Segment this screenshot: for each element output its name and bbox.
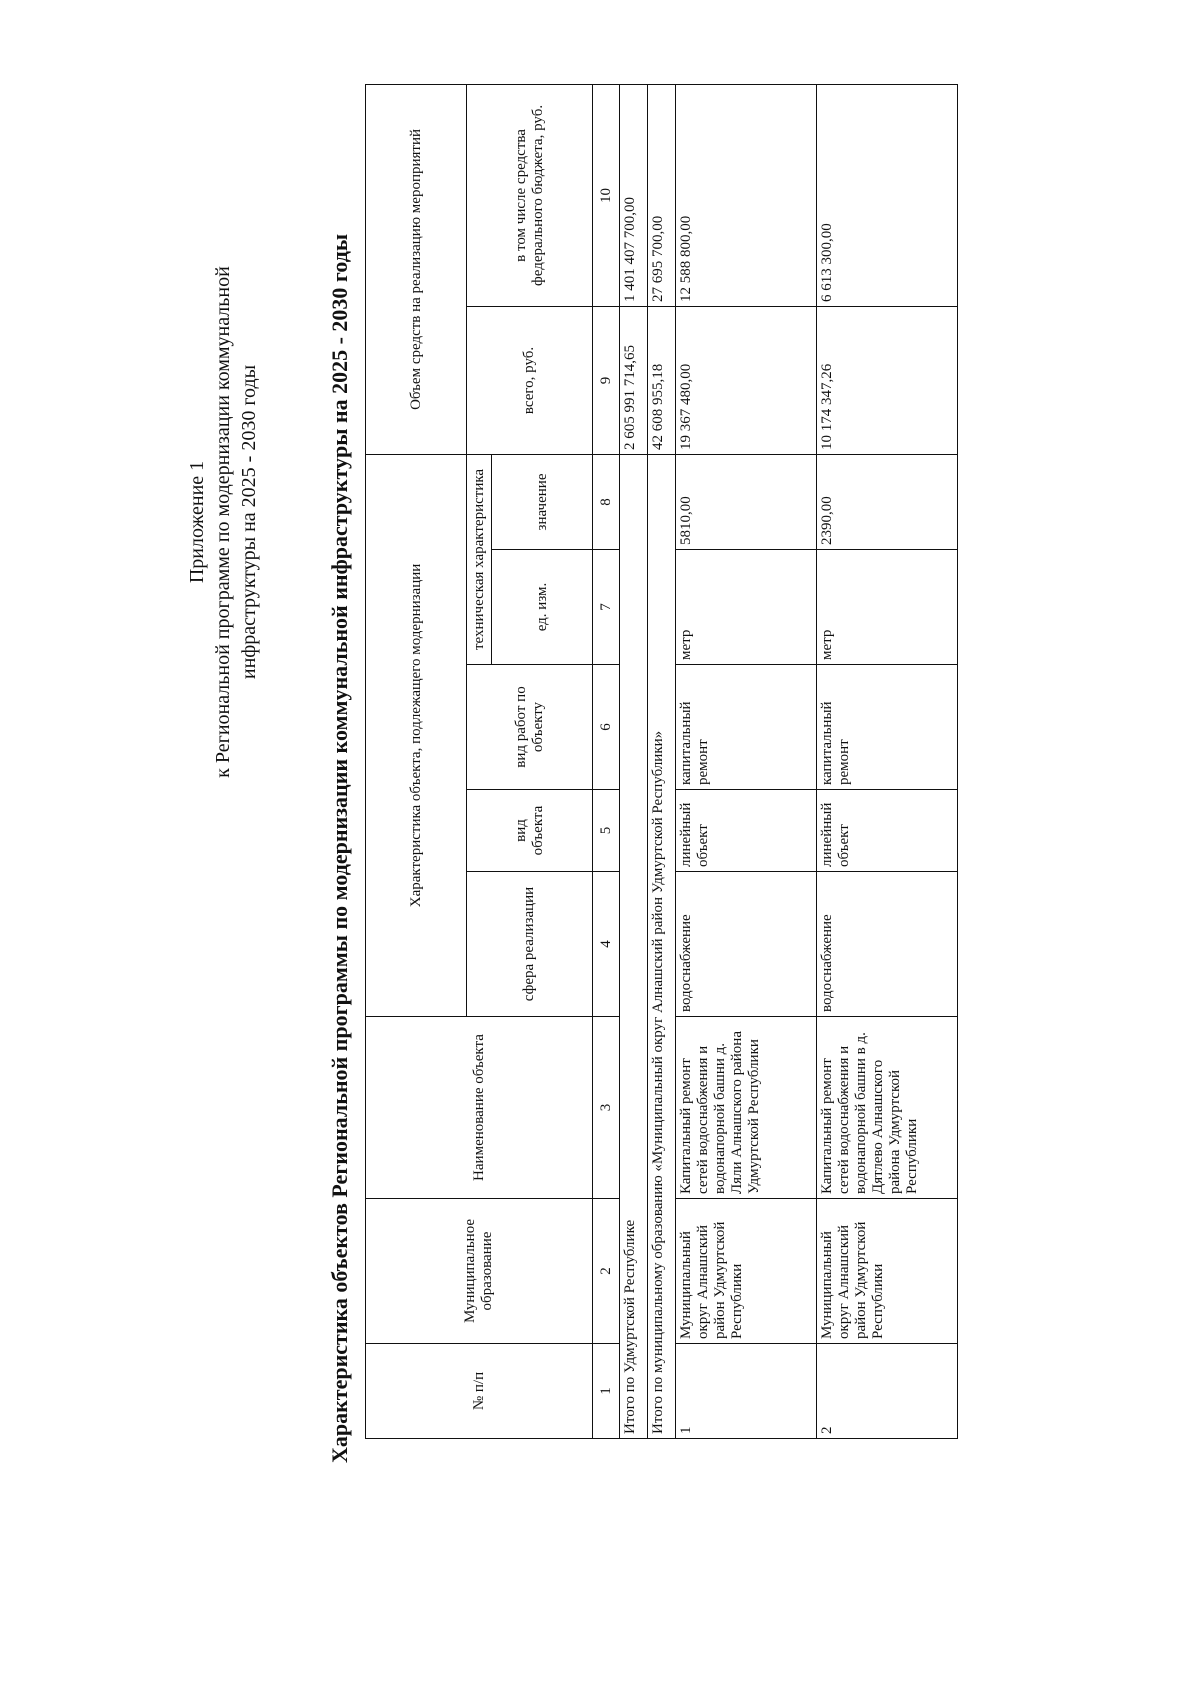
objects-table <box>365 84 958 1439</box>
header-object-name: Наименование объекта <box>366 1017 593 1199</box>
column-number: 10 <box>593 84 620 306</box>
header-federal: в том числе средства федерального бюджета, руб. <box>467 84 593 306</box>
header-municipality: Муниципальное образование <box>366 1199 593 1344</box>
row-total: 19 367 480,00 <box>676 306 817 454</box>
total-republic-row <box>620 84 648 1438</box>
total-municipality-total: 42 608 955,18 <box>648 306 676 454</box>
row-num: 2 <box>817 1344 958 1439</box>
row-work-type: капитальный ремонт <box>817 665 958 790</box>
row-object-type: линейный объект <box>817 790 958 872</box>
total-republic-federal: 1 401 407 700,00 <box>620 84 648 306</box>
header-object-type: вид объекта <box>467 790 593 872</box>
column-number: 3 <box>593 1017 620 1199</box>
row-object-name: Капитальный ремонт сетей водоснабжения и водонапорной башни д. Ляли Алнашского района Удмуртской Республики <box>676 1017 817 1199</box>
row-sphere: водоснабжение <box>676 872 817 1017</box>
header-unit: ед. изм. <box>492 550 593 665</box>
appendix-note <box>184 242 262 802</box>
row-value: 2390,00 <box>817 454 958 549</box>
row-object-name: Капитальный ремонт сетей водоснабжения и водонапорной башни в д. Дятлево Алнашского района Удмуртской Республики <box>817 1017 958 1199</box>
column-number: 4 <box>593 872 620 1017</box>
appendix-line-2: к Региональной программе по модернизации коммунальной <box>212 266 234 778</box>
total-republic-label: Итого по Удмуртской Республике <box>620 454 648 1438</box>
table-row <box>817 84 958 1438</box>
table-row <box>676 84 817 1438</box>
row-num: 1 <box>676 1344 817 1439</box>
column-number: 1 <box>593 1344 620 1439</box>
column-number: 5 <box>593 790 620 872</box>
column-numbers-row <box>593 84 620 1438</box>
column-number: 8 <box>593 454 620 549</box>
total-municipality-federal: 27 695 700,00 <box>648 84 676 306</box>
header-num: № п/п <box>366 1344 593 1439</box>
appendix-line-1: Приложение 1 <box>186 460 208 584</box>
column-number: 2 <box>593 1199 620 1344</box>
header-sphere: сфера реализации <box>467 872 593 1017</box>
header-value: значение <box>492 454 593 549</box>
row-unit: метр <box>676 550 817 665</box>
row-sphere: водоснабжение <box>817 872 958 1017</box>
header-funds: Объем средств на реализацию мероприятий <box>366 84 467 454</box>
row-municipality: Муниципальный округ Алнашский район Удмуртской Республики <box>817 1199 958 1344</box>
row-federal: 12 588 800,00 <box>676 84 817 306</box>
row-work-type: капитальный ремонт <box>676 665 817 790</box>
row-total: 10 174 347,26 <box>817 306 958 454</box>
header-total: всего, руб. <box>467 306 593 454</box>
header-object-characteristic: Характеристика объекта, подлежащего модернизации <box>366 454 467 1016</box>
header-work-type: вид работ по объекту <box>467 665 593 790</box>
header-tech-characteristic: техническая характеристика <box>467 454 492 664</box>
document-title: Характеристика объектов Региональной программы по модернизации коммунальной инфраструктуры на 2025 - 2030 годы <box>327 233 352 1464</box>
row-federal: 6 613 300,00 <box>817 84 958 306</box>
row-object-type: линейный объект <box>676 790 817 872</box>
column-number: 9 <box>593 306 620 454</box>
row-municipality: Муниципальный округ Алнашский район Удмуртской Республики <box>676 1199 817 1344</box>
total-municipality-row <box>648 84 676 1438</box>
total-republic-total: 2 605 991 714,65 <box>620 306 648 454</box>
column-number: 7 <box>593 550 620 665</box>
row-value: 5810,00 <box>676 454 817 549</box>
row-unit: метр <box>817 550 958 665</box>
total-municipality-label: Итого по муниципальному образованию «Муниципальный округ Алнашский район Удмуртской Республики» <box>648 454 676 1438</box>
column-number: 6 <box>593 665 620 790</box>
appendix-line-3: инфраструктуры на 2025 - 2030 годы <box>238 364 260 680</box>
